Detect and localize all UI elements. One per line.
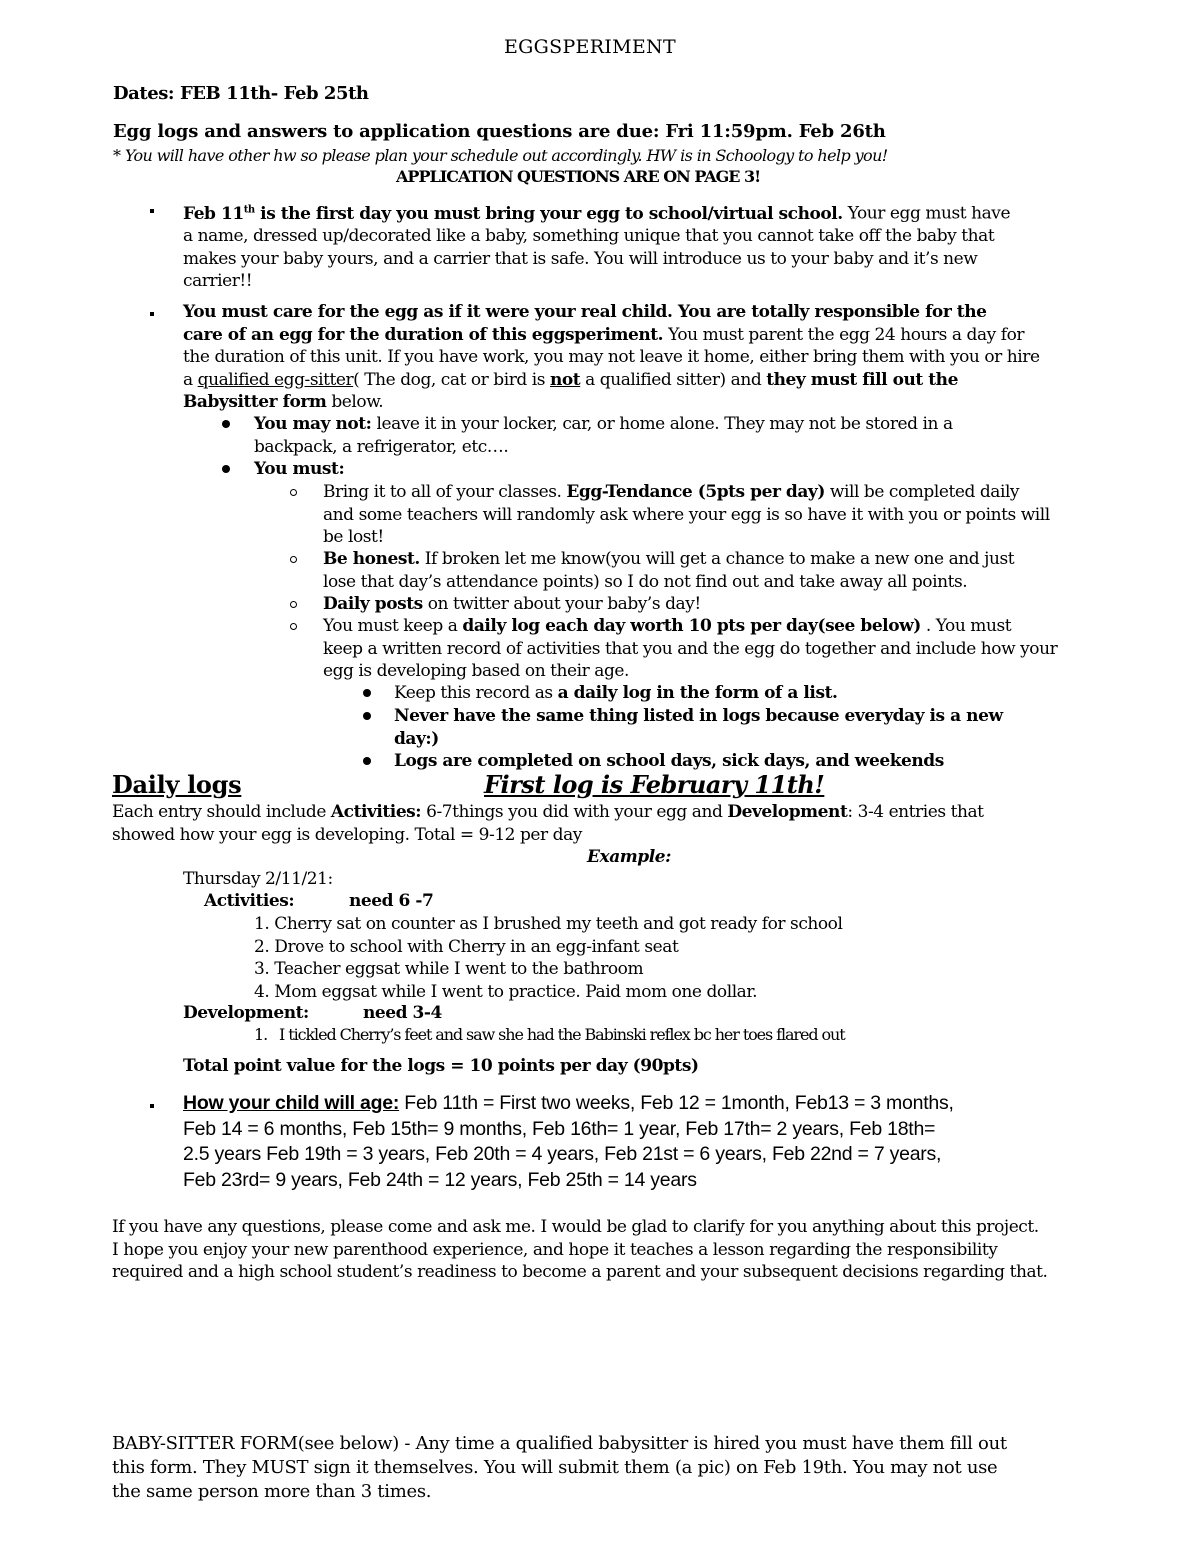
sub-item-daily-posts: Daily posts on twitter about your baby’s day!	[323, 594, 701, 614]
closing-paragraph: If you have any questions, please come and ask me. I would be glad to clarify for you anything about this project. I hope you enjoy your new parenthood experience, and hope it teaches a lesson regarding the responsibility required and a high school student’s readiness to become a parent and your subsequent decisions regarding that.	[112, 1217, 1048, 1282]
sub-item-daily-log: You must keep a daily log each day worth 10 pts per day(see below) . You must keep a written record of activities that you and the egg do together and include how your egg is developing based on their age.	[323, 616, 1058, 681]
activities-need: need 6 -7	[349, 891, 434, 911]
application-questions-note: APPLICATION QUESTIONS ARE ON PAGE 3!	[396, 167, 761, 186]
sub-item-bring-to-classes: Bring it to all of your classes. Egg-Tendance (5pts per day) will be completed daily and some teachers will randomly ask where your egg is so have it with you or points will be lost!	[323, 482, 1050, 547]
square-bullet-icon	[150, 1104, 154, 1108]
dot-bullet-icon	[363, 757, 371, 765]
activities-list	[254, 913, 842, 1003]
example-label: Example:	[587, 847, 671, 867]
total-points: Total point value for the logs = 10 points per day (90pts)	[183, 1056, 699, 1076]
example-date: Thursday 2/11/21:	[183, 869, 333, 889]
list-item: 3. Teacher eggsat while I went to the bathroom	[254, 959, 644, 979]
list-item: 4. Mom eggsat while I went to practice. Paid mom one dollar.	[254, 981, 758, 1002]
homework-note: * You will have other hw so please plan your schedule out accordingly. HW is in Schoology to help you!	[113, 146, 888, 165]
first-day-bold: Feb 11th is the first day you must bring your egg to school/virtual school.	[183, 203, 843, 224]
activities-label: Activities:	[204, 891, 295, 911]
due-date-line: Egg logs and answers to application questions are due: Fri 11:59pm. Feb 26th	[113, 121, 886, 142]
sub-item-be-honest: Be honest. If broken let me know(you will get a chance to make a new one and just lose that day’s attendance points) so I do not find out and take away all points.	[323, 549, 1015, 592]
list-item: 2. Drove to school with Cherry in an egg-infant seat	[254, 936, 679, 957]
list-item: 1. Cherry sat on counter as I brushed my teeth and got ready for school	[254, 914, 843, 934]
circle-bullet-icon	[290, 489, 297, 496]
dot-bullet-icon	[363, 689, 371, 697]
dot-bullet-icon	[222, 465, 230, 473]
must-item: You must:	[254, 459, 345, 479]
babysitter-form-note: BABY-SITTER FORM(see below) - Any time a qualified babysitter is hired you must have them fill out this form. They MUST sign it themselves. You will submit them (a pic) on Feb 19th. You may not use the same person more than 3 times.	[112, 1433, 1007, 1502]
log-rule-list-form: Keep this record as a daily log in the form of a list.	[394, 683, 838, 703]
square-bullet-icon	[150, 312, 154, 316]
development-item: 1. I tickled Cherry’s feet and saw she had the Babinski reflex bc her toes flared out	[254, 1025, 845, 1044]
dot-bullet-icon	[222, 420, 230, 428]
age-schedule: How your child will age: Feb 11th = First two weeks, Feb 12 = 1month, Feb13 = 3 months, Feb 14 = 6 months, Feb 15th= 9 months, Feb 16th= 1 year, Feb 17th= 2 years, Feb 18th= 2.5 years Feb 19th = 3 years, Feb 20th = 4 years, Feb 21st = 6 years, Feb 22nd = 7 years, Feb 23rd= 9 years, Feb 24th = 12 years, Feb 25th = 14 years	[183, 1092, 954, 1191]
dot-bullet-icon	[363, 712, 371, 720]
daily-logs-description: Each entry should include Activities: 6-7things you did with your egg and Development: 3-4 entries that showed how your egg is developing. Total = 9-12 per day	[112, 802, 984, 845]
document-title: EGGSPERIMENT	[504, 36, 676, 58]
qualified-egg-sitter-link: qualified egg-sitter	[197, 369, 354, 390]
may-not-item: You may not: leave it in your locker, car, or home alone. They may not be stored in a backpack, a refrigerator, etc….	[254, 414, 953, 457]
age-label: How your child will age:	[183, 1092, 400, 1114]
log-rule-all-days: Logs are completed on school days, sick days, and weekends	[394, 751, 944, 771]
bullet-first-day: Feb 11th is the first day you must bring your egg to school/virtual school. Your egg must have a name, dressed up/decorated like a baby, something unique that you cannot take off the baby that makes your baby yours, and a carrier that is safe. You will introduce us to your baby and it’s new carrier!!	[183, 203, 1011, 292]
square-bullet-icon	[150, 209, 154, 213]
development-need: need 3-4	[363, 1003, 442, 1023]
first-log-heading: First log is February 11th!	[484, 770, 825, 799]
dates-label: Dates:	[113, 83, 175, 104]
circle-bullet-icon	[290, 601, 297, 608]
circle-bullet-icon	[290, 623, 297, 630]
dates-value: FEB 11th- Feb 25th	[179, 83, 369, 104]
log-rule-never-same: Never have the same thing listed in logs because everyday is a new day:)	[394, 706, 1003, 749]
development-label: Development:	[183, 1003, 309, 1023]
bullet-care-for-egg: You must care for the egg as if it were your real child. You are totally responsible for the care of an egg for the duration of this eggsperiment. You must parent the egg 24 hours a day for the duration of this unit. If you have work, you may not leave it home, either bring them with you or hire a qualified egg-sitter( The dog, cat or bird is not a qualified sitter) and they must fill out the Babysitter form below.	[183, 302, 1040, 412]
circle-bullet-icon	[290, 556, 297, 563]
dates-line	[113, 83, 369, 106]
daily-logs-heading: Daily logs	[112, 770, 242, 799]
